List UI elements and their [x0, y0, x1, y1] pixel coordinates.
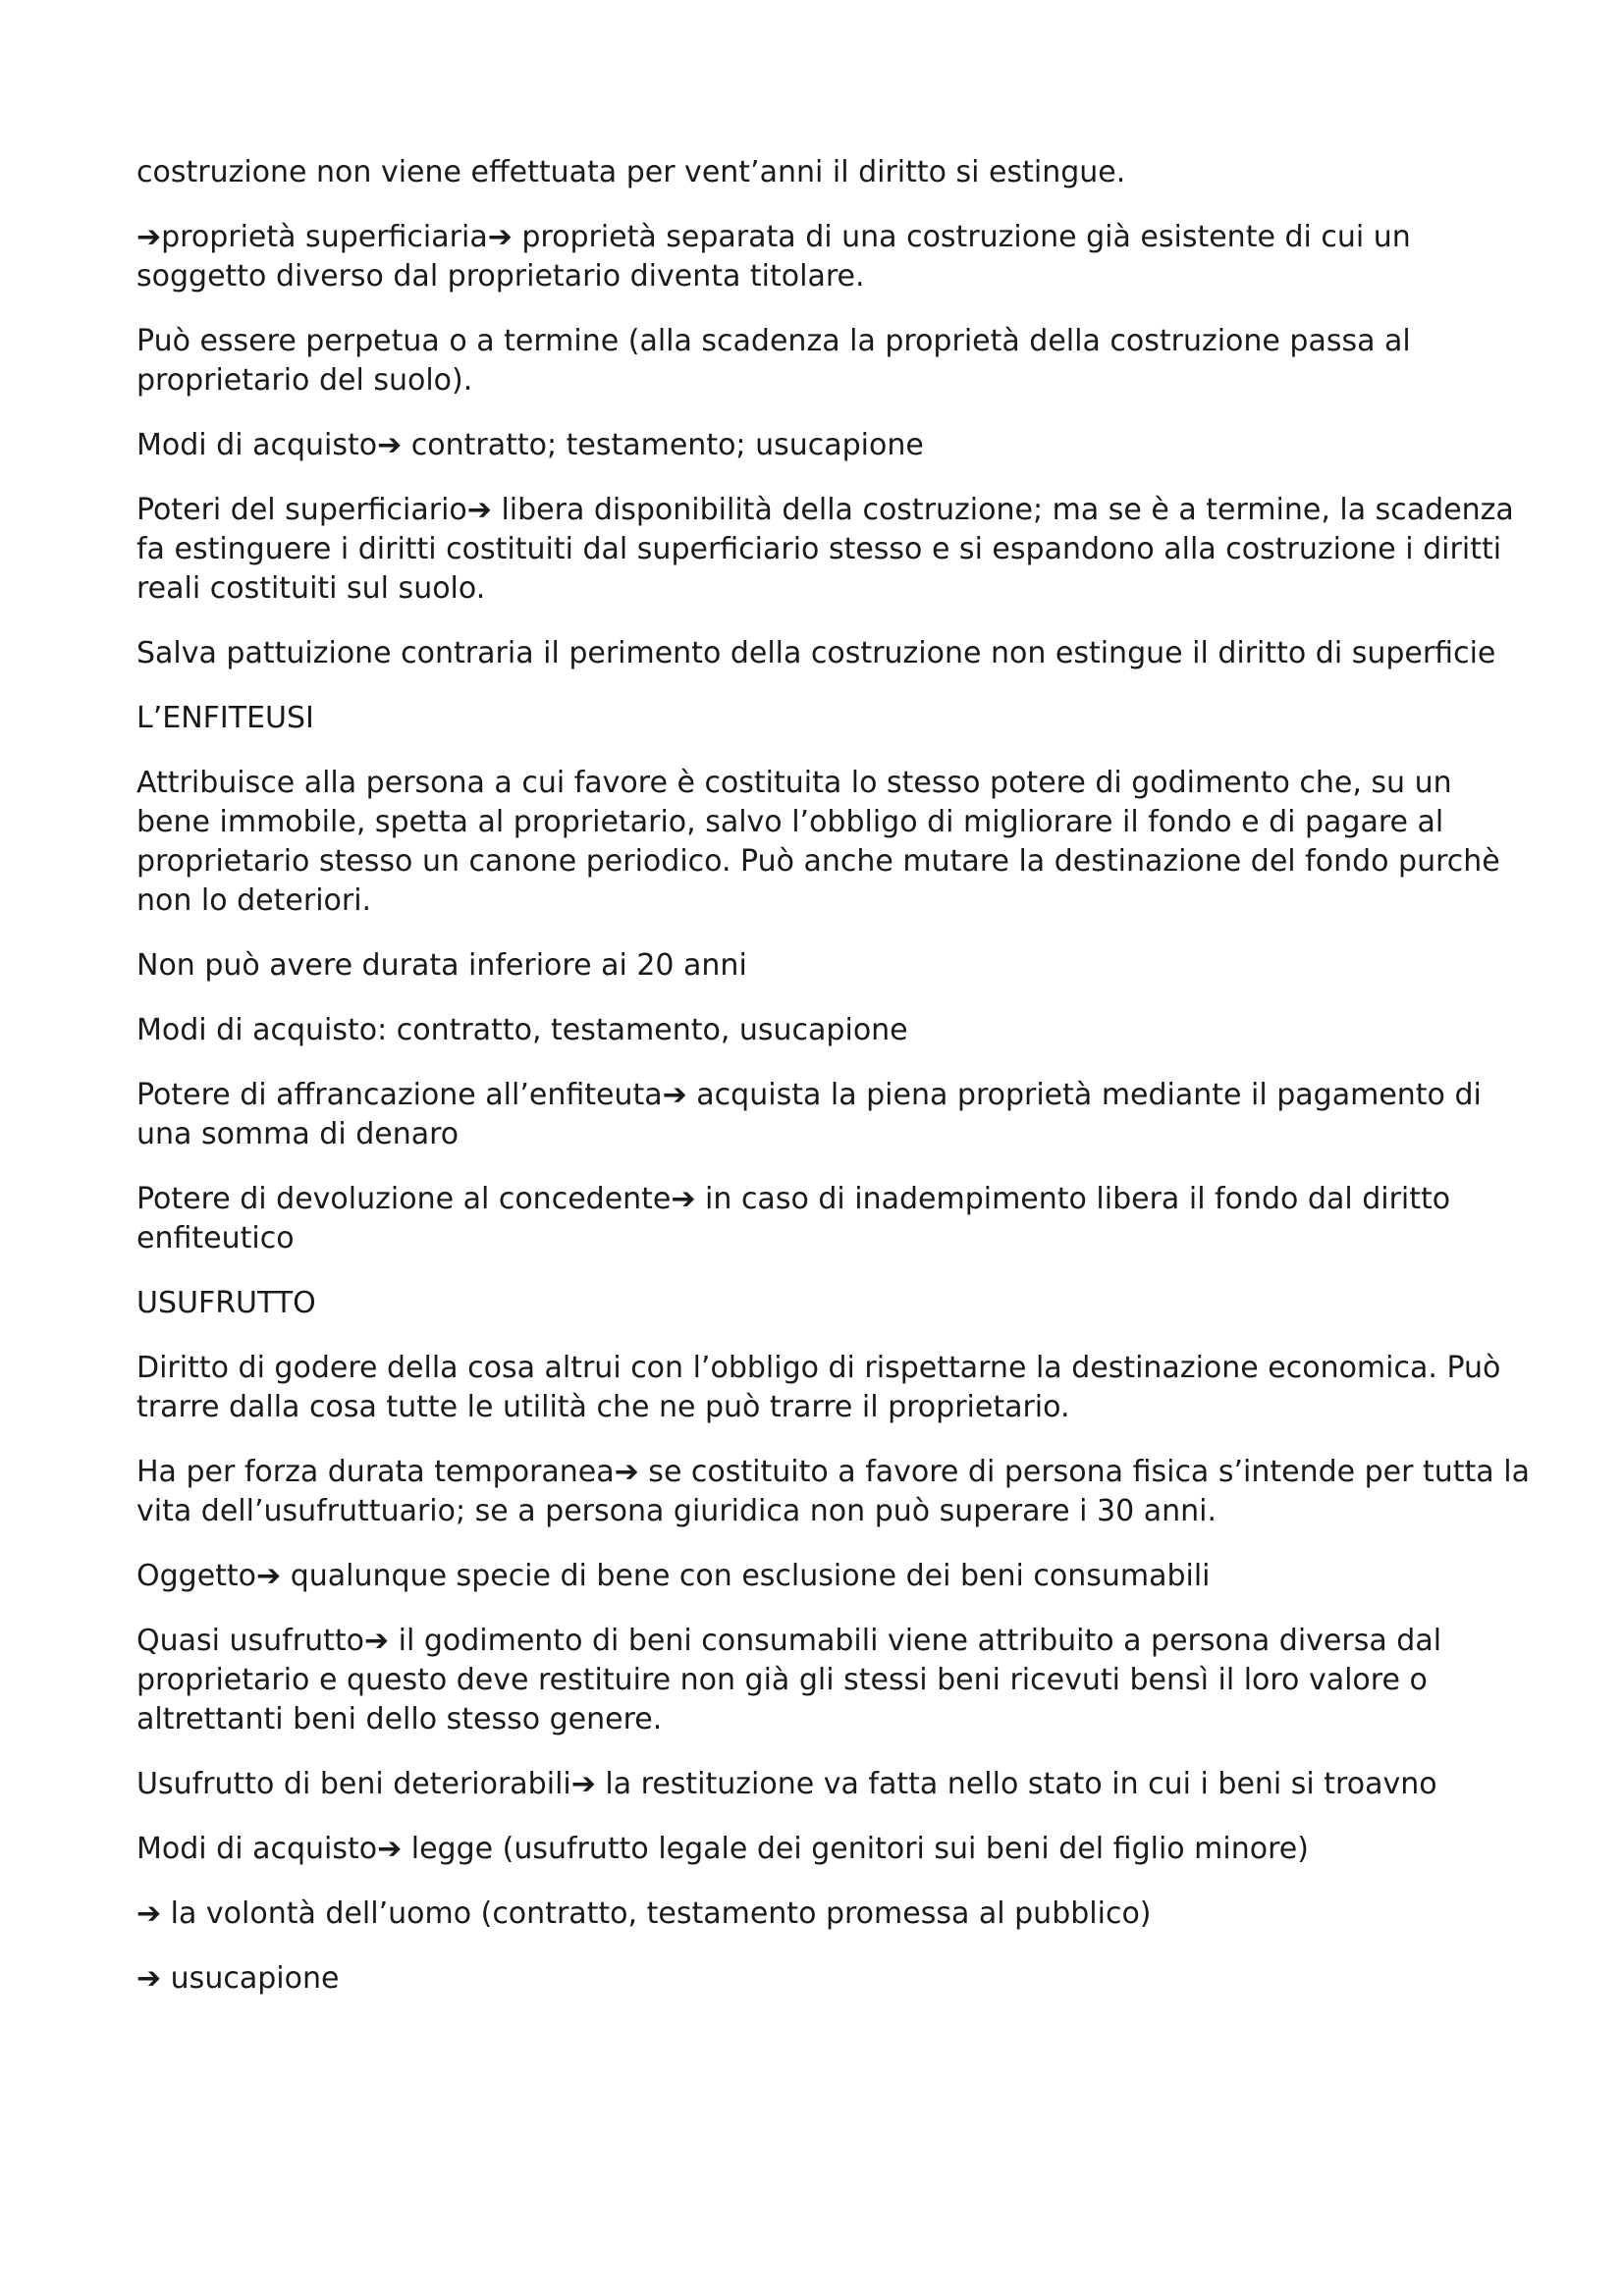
paragraph-modi-acquisto-superficie: Modi di acquisto➔ contratto; testamento; usucapione: [136, 428, 924, 462]
paragraph-modi-acquisto-usufrutto: Modi di acquisto➔ legge (usufrutto legale dei genitori sui beni del figlio minore): [136, 1832, 1309, 1866]
paragraph-usucapione: ➔ usucapione: [136, 1961, 340, 1996]
heading-enfiteusi: L’ENFITEUSI: [136, 701, 314, 735]
paragraph-quasi-usufrutto: Quasi usufrutto➔ il godimento di beni consumabili viene attribuito a persona diversa dal proprietario e questo deve restituire non già gli stessi beni ricevuti bensì il loro valore o altrettanti beni dello stesso genere.: [136, 1624, 1442, 1736]
paragraph-proprieta-superficiaria: ➔proprietà superficiaria➔ proprietà separata di una costruzione già esistente di cui un soggetto diverso dal proprietario diventa titolare.: [136, 220, 1411, 294]
paragraph-volonta-uomo: ➔ la volontà dell’uomo (contratto, testamento promessa al pubblico): [136, 1896, 1152, 1931]
paragraph-durata-enfiteusi: Non può avere durata inferiore ai 20 anni: [136, 948, 747, 983]
paragraph-continuation: costruzione non viene effettuata per vent’anni il diritto si estingue.: [136, 155, 1126, 189]
paragraph-perimento: Salva pattuizione contraria il perimento della costruzione non estingue il diritto di superficie: [136, 636, 1496, 670]
paragraph-perpetua-termine: Può essere perpetua o a termine (alla scadenza la proprietà della costruzione passa al proprietario del suolo).: [136, 324, 1411, 398]
paragraph-oggetto: Oggetto➔ qualunque specie di bene con esclusione dei beni consumabili: [136, 1559, 1211, 1593]
paragraph-durata-usufrutto: Ha per forza durata temporanea➔ se costituito a favore di persona fisica s’intende per tutta la vita dell’usufruttuario; se a persona giuridica non può superare i 30 anni.: [136, 1455, 1530, 1528]
paragraph-enfiteusi-definizione: Attribuisce alla persona a cui favore è costituita lo stesso potere di godimento che, su un bene immobile, spetta al proprietario, salvo l’obbligo di migliorare il fondo e di pagare al proprietario stesso un canone periodico. Può anche mutare la destinazione del fondo purchè non lo deteriori.: [136, 766, 1500, 918]
heading-usufrutto: USUFRUTTO: [136, 1286, 316, 1320]
paragraph-beni-deteriorabili: Usufrutto di beni deteriorabili➔ la restituzione va fatta nello stato in cui i beni si troavno: [136, 1767, 1437, 1801]
paragraph-poteri-superficiario: Poteri del superficiario➔ libera disponibilità della costruzione; ma se è a termine, la scadenza fa estinguere i diritti costituiti dal superficiario stesso e si espandono alla costruzione i diritti reali costituiti sul suolo.: [136, 493, 1514, 606]
paragraph-devoluzione: Potere di devoluzione al concedente➔ in caso di inadempimento libera il fondo dal diritto enfiteutico: [136, 1182, 1451, 1255]
paragraph-usufrutto-definizione: Diritto di godere della cosa altrui con l’obbligo di rispettarne la destinazione economica. Può trarre dalla cosa tutte le utilità che ne può trarre il proprietario.: [136, 1351, 1501, 1424]
document-body: [136, 153, 1531, 2024]
paragraph-affrancazione: Potere di affrancazione all’enfiteuta➔ acquista la piena proprietà mediante il pagamento di una somma di denaro: [136, 1078, 1482, 1151]
paragraph-modi-acquisto-enfiteusi: Modi di acquisto: contratto, testamento, usucapione: [136, 1013, 908, 1047]
